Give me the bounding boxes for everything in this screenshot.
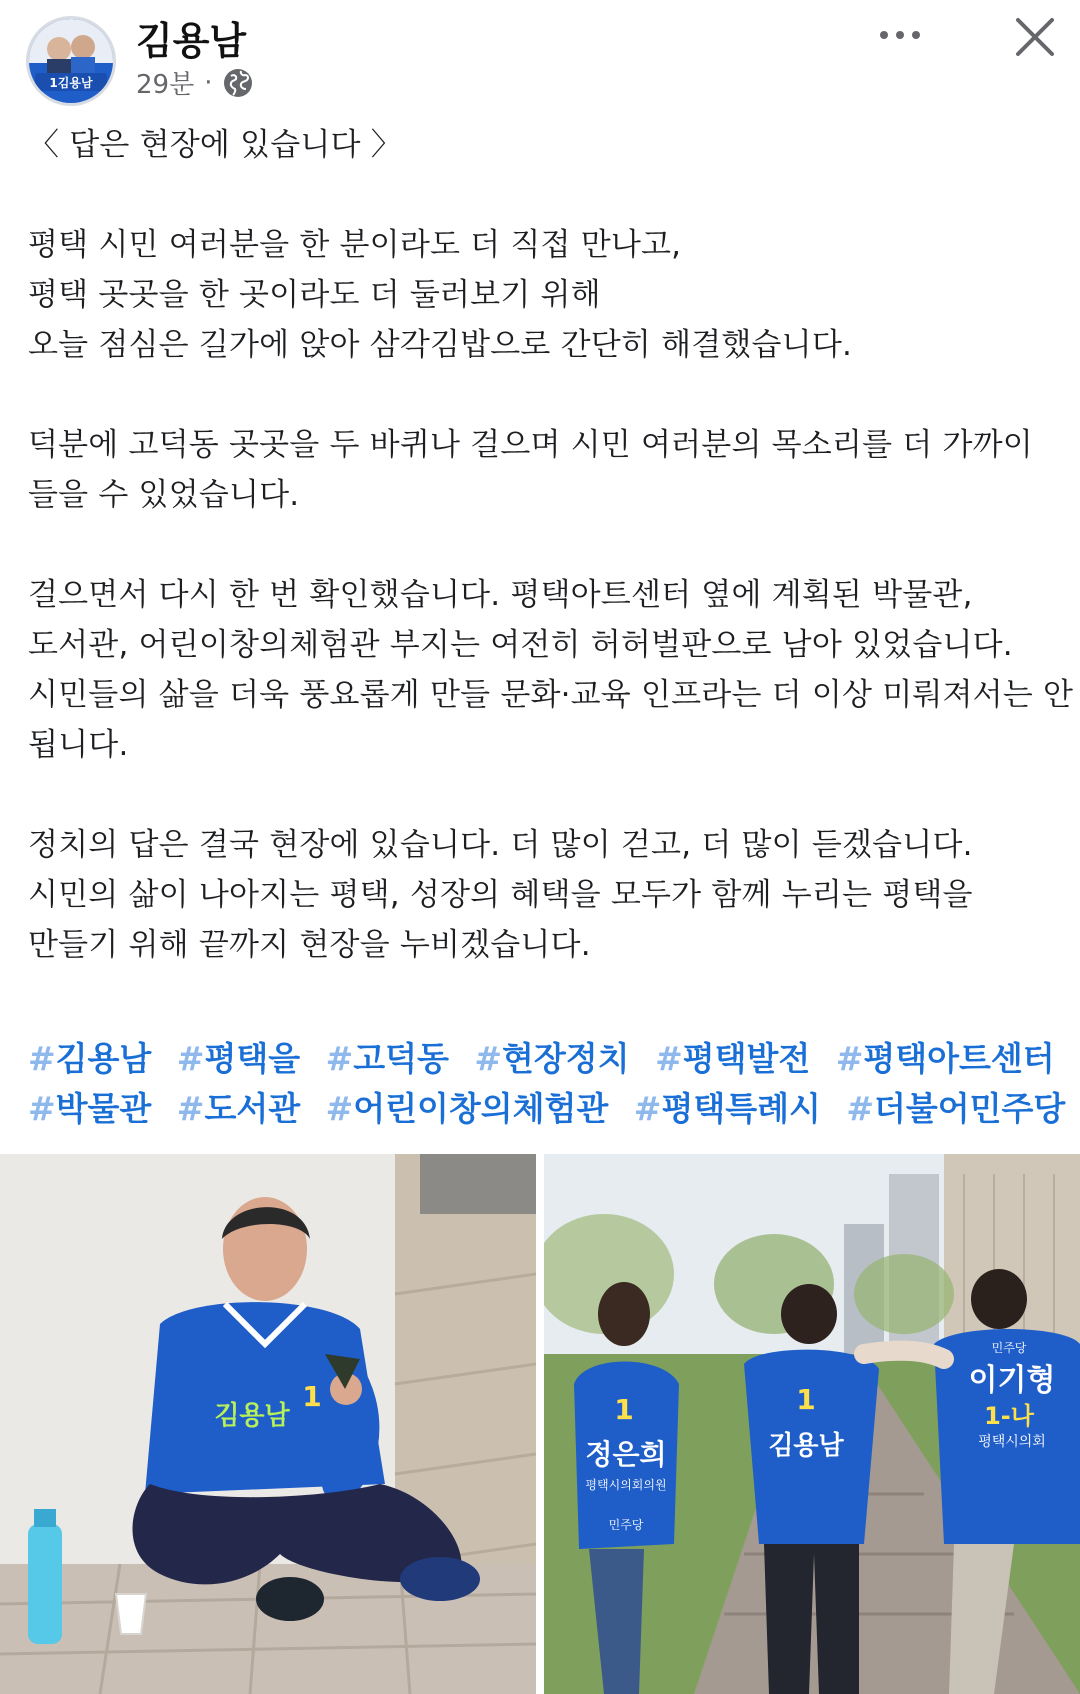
post-text	[28, 120, 1074, 970]
author-name[interactable]: 김용남	[136, 19, 247, 63]
author-avatar[interactable]	[26, 16, 116, 106]
post-photo-right[interactable]	[544, 1154, 1080, 1694]
post-line: 됩니다.	[28, 727, 129, 763]
globe-icon	[222, 67, 254, 99]
photo-man-eating	[0, 1154, 536, 1694]
post-meta	[136, 64, 254, 101]
hashtag-link[interactable]: #현장정치	[474, 1039, 630, 1078]
hashtag-row	[28, 1084, 1066, 1134]
person1-number: 1	[614, 1393, 634, 1426]
avatar-badge-text: 1김용남	[49, 76, 93, 90]
post-line: 걸으면서 다시 한 번 확인했습니다. 평택아트센터 옆에 계획된 박물관,	[28, 577, 973, 613]
person1-name: 정은희	[585, 1438, 667, 1471]
hashtag-link[interactable]: #평택발전	[655, 1039, 811, 1078]
post-line: 도서관, 어린이창의체험관 부지는 여전히 허허벌판으로 남아 있었습니다.	[28, 627, 1013, 663]
post-line: 오늘 점심은 길가에 앉아 삼각김밥으로 간단히 해결했습니다.	[28, 327, 853, 363]
post-line: 평택 곳곳을 한 곳이라도 더 둘러보기 위해	[28, 277, 601, 313]
hashtag-link[interactable]: #더불어민주당	[846, 1089, 1066, 1128]
person1-party: 민주당	[608, 1518, 644, 1532]
person2-name: 김용남	[768, 1431, 844, 1461]
person1-sub: 평택시의회의원	[585, 1478, 667, 1492]
hashtag-row	[28, 1034, 1058, 1084]
post-header	[0, 0, 1080, 120]
hashtag-link[interactable]: #도서관	[176, 1089, 301, 1128]
hashtag-link[interactable]: #평택을	[176, 1039, 301, 1078]
post-line: 만들기 위해 끝까지 현장을 누비겠습니다.	[28, 927, 591, 963]
post-photo-left[interactable]	[0, 1154, 536, 1694]
meta-separator: ·	[204, 67, 213, 98]
post-line: 덕분에 고덕동 곳곳을 두 바퀴나 걸으며 시민 여러분의 목소리를 더 가까이	[28, 427, 1033, 463]
person2-number: 1	[796, 1383, 816, 1416]
post-title: 〈 답은 현장에 있습니다 〉	[28, 127, 402, 163]
hashtag-link[interactable]: #평택특례시	[633, 1089, 821, 1128]
hashtag-link[interactable]: #고덕동	[325, 1039, 449, 1078]
post-line: 평택 시민 여러분을 한 분이라도 더 직접 만나고,	[28, 227, 682, 263]
person3-sub: 평택시의회	[978, 1434, 1046, 1450]
more-horizontal-icon[interactable]	[876, 20, 924, 50]
person3-number: 1-나	[984, 1402, 1034, 1430]
vest-name: 김용남	[214, 1401, 290, 1431]
post-line: 들을 수 있었습니다.	[28, 477, 300, 513]
avatar-image	[29, 19, 113, 103]
vest-number: 1	[302, 1380, 322, 1413]
post-line: 정치의 답은 결국 현장에 있습니다. 더 많이 걷고, 더 많이 듣겠습니다.	[28, 827, 973, 863]
photo-walking-team	[544, 1154, 1080, 1694]
post-line: 시민의 삶이 나아지는 평택, 성장의 혜택을 모두가 함께 누리는 평택을	[28, 877, 973, 913]
hashtag-link[interactable]: #김용남	[28, 1039, 152, 1078]
person3-party: 민주당	[991, 1341, 1027, 1355]
hashtag-link[interactable]: #박물관	[28, 1089, 152, 1128]
hashtag-list	[28, 1034, 1066, 1134]
post-line: 시민들의 삶을 더욱 풍요롭게 만들 문화·교육 인프라는 더 이상 미뤄져서는 안	[28, 677, 1074, 713]
hashtag-link[interactable]: #어린이창의체험관	[325, 1089, 609, 1128]
hashtag-link[interactable]: #평택아트센터	[835, 1039, 1055, 1078]
post-time[interactable]: 29분	[136, 70, 195, 100]
person3-name: 이기형	[968, 1363, 1056, 1398]
close-icon[interactable]	[1012, 14, 1058, 60]
